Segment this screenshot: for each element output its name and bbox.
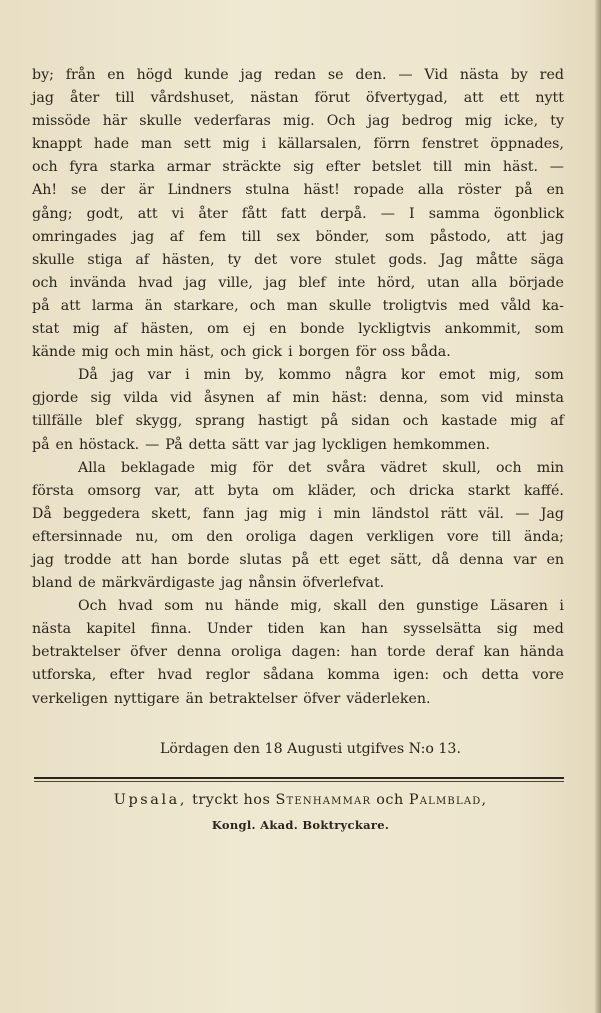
text-line: by; från en högd kunde jag redan se den. — Vid nästa by red bbox=[32, 67, 564, 83]
text-line: första omsorg var, att byta om kläder, och dricka starkt kaffé. bbox=[32, 482, 564, 499]
printer-title: Kongl. Akad. Boktryckare. bbox=[211, 818, 390, 832]
divider-rule-thin bbox=[34, 781, 564, 782]
publication-notice: Lördagen den 18 Augusti utgifves N:o 13. bbox=[160, 741, 461, 757]
text-line: knappt hade man sett mig i källarsalen, förrn fenstret öppnades, bbox=[32, 136, 564, 153]
page-edge bbox=[595, 0, 601, 1013]
text-line: skulle stiga af hästen, ty det vore stulet gods. Jag måtte säga bbox=[32, 251, 564, 268]
text-line: jag åter till vårdshuset, nästan förut öfvertygad, att ett nytt bbox=[32, 90, 564, 107]
imprint bbox=[0, 792, 601, 808]
text-line: gång; godt, att vi åter fått fatt derpå. — I samma ögonblick bbox=[32, 205, 564, 222]
text-line: omringades jag af fem till sex bönder, som påstodo, att jag bbox=[32, 228, 564, 245]
text-line: och fyra starka armar sträckte sig efter betslet till min häst. — bbox=[32, 159, 564, 176]
imprint-place: Upsala, bbox=[113, 792, 188, 808]
text-line: kände mig och min häst, och gick i borgen för oss båda. bbox=[32, 344, 451, 361]
text-line: Och hvad som nu hände mig, skall den gunstige Läsaren i bbox=[78, 598, 564, 615]
text-line: på att larma än starkare, och man skulle troligtvis med våld ka- bbox=[32, 297, 564, 314]
text-line: betraktelser öfver denna oroliga dagen: han torde deraf kan hända bbox=[32, 644, 564, 661]
imprint-text: tryckt hos bbox=[192, 792, 271, 808]
imprint-printer-2: Palmblad, bbox=[408, 792, 488, 808]
imprint-printer-1: Stenhammar bbox=[275, 792, 372, 808]
divider-rule-thick bbox=[34, 777, 564, 779]
text-line: nästa kapitel finna. Under tiden kan han sysselsätta sig med bbox=[32, 621, 564, 638]
body-text bbox=[32, 64, 564, 711]
text-line: Ah! se der är Lindners stulna häst! ropade alla röster på en bbox=[32, 182, 564, 199]
text-line: missöde här skulle vederfaras mig. Och jag bedrog mig icke, ty bbox=[32, 113, 564, 130]
text-line: Då jag var i min by, kommo några kor emot mig, som bbox=[78, 367, 564, 384]
text-line: jag trodde att han borde slutas på ett eget sätt, då denna var en bbox=[32, 551, 564, 568]
text-line: tillfälle blef skygg, sprang hastigt på sidan och kastade mig af bbox=[32, 413, 564, 430]
text-line: eftersinnade nu, om den oroliga dagen verkligen vore till ända; bbox=[32, 528, 564, 545]
text-line: Då beggedera skett, fann jag mig i min ländstol rätt väl. — Jag bbox=[32, 505, 564, 522]
text-line: på en höstack. — På detta sätt var jag lyckligen hemkommen. bbox=[32, 436, 490, 453]
text-line: gjorde sig vilda vid åsynen af min häst: denna, som vid minsta bbox=[32, 390, 564, 407]
text-line: Alla beklagade mig för det svåra vädret skull, och min bbox=[78, 459, 564, 476]
text-line: bland de märkvärdigaste jag nånsin öfverlefvat. bbox=[32, 575, 385, 592]
text-line: stat mig af hästen, om ej en bonde lyckligtvis ankommit, som bbox=[32, 321, 564, 338]
text-line: verkeligen nyttigare än betraktelser öfver väderleken. bbox=[32, 690, 431, 707]
text-line: utforska, efter hvad reglor sådana komma igen: och detta vore bbox=[32, 667, 564, 684]
text-line: och invända hvad jag ville, jag blef inte hörd, utan alla började bbox=[32, 274, 564, 291]
imprint-and: och bbox=[376, 792, 404, 808]
